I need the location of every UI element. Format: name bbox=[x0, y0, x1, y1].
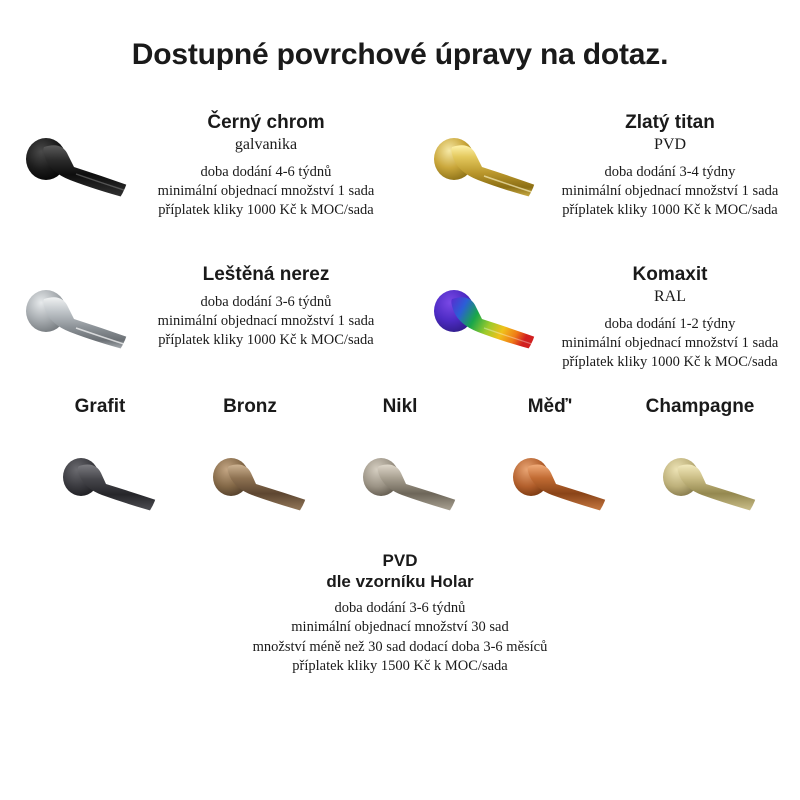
finish-detail-line: minimální objednací množství 1 sada bbox=[561, 182, 779, 199]
door-handle-icon bbox=[641, 420, 759, 538]
finish-text-black-chrome bbox=[130, 98, 400, 220]
finish-name: Černý chrom bbox=[207, 112, 325, 133]
handle-swatch-med bbox=[491, 420, 609, 538]
page-title: Dostupné povrchové úpravy na dotaz. bbox=[131, 38, 669, 71]
finish-detail-line: minimální objednací množství 1 sada bbox=[157, 182, 375, 199]
door-handle-icon bbox=[0, 250, 130, 380]
pvd-footer bbox=[0, 550, 800, 677]
finish-item-gold-titanium bbox=[400, 98, 800, 228]
pvd-footer-title: PVD bbox=[382, 551, 418, 570]
pvd-item-bronz bbox=[178, 396, 322, 538]
handle-swatch-bronz bbox=[191, 420, 309, 538]
finish-detail-line: minimální objednací množství 1 sada bbox=[561, 334, 779, 351]
door-handle-icon bbox=[408, 250, 538, 380]
finish-detail-line: minimální objednací množství 1 sada bbox=[157, 312, 375, 329]
pvd-footer-details bbox=[0, 599, 800, 677]
pvd-label: Bronz bbox=[223, 396, 277, 417]
door-handle-icon bbox=[341, 420, 459, 538]
pvd-label: Champagne bbox=[645, 396, 755, 417]
finish-sub: RAL bbox=[654, 287, 686, 305]
finish-grid bbox=[0, 98, 800, 380]
finish-text-polished-stainless bbox=[130, 250, 400, 350]
door-handle-icon bbox=[491, 420, 609, 538]
finish-detail-line: doba dodání 4-6 týdnů bbox=[200, 163, 332, 180]
pvd-label: Měď' bbox=[527, 396, 573, 417]
pvd-footer-line: příplatek kliky 1500 Kč k MOC/sada bbox=[292, 658, 508, 675]
pvd-footer-line: doba dodání 3-6 týdnů bbox=[334, 599, 466, 616]
finish-detail-line: příplatek kliky 1000 Kč k MOC/sada bbox=[562, 353, 778, 370]
finish-detail-line: doba dodání 3-4 týdny bbox=[604, 163, 736, 180]
pvd-item-nikl bbox=[328, 396, 472, 538]
handle-swatch-komaxit bbox=[408, 250, 538, 380]
handle-swatch-grafit bbox=[41, 420, 159, 538]
finish-name: Komaxit bbox=[632, 264, 708, 285]
handle-swatch-nikl bbox=[341, 420, 459, 538]
finish-detail-line: příplatek kliky 1000 Kč k MOC/sada bbox=[158, 201, 374, 218]
pvd-section bbox=[0, 396, 800, 677]
pvd-footer-line: minimální objednací množství 30 sad bbox=[291, 619, 509, 636]
finish-text-komaxit bbox=[538, 250, 800, 372]
handle-swatch-gold-titanium bbox=[408, 98, 538, 228]
finish-item-komaxit bbox=[400, 250, 800, 380]
finish-text-gold-titanium bbox=[538, 98, 800, 220]
door-handle-icon bbox=[191, 420, 309, 538]
finish-detail-line: doba dodání 3-6 týdnů bbox=[200, 293, 332, 310]
door-handle-icon bbox=[0, 98, 130, 228]
pvd-footer-subtitle: dle vzorníku Holar bbox=[326, 572, 474, 592]
finish-item-polished-stainless bbox=[0, 250, 400, 380]
finish-details bbox=[540, 315, 800, 372]
finish-details bbox=[132, 293, 400, 350]
finish-name: Leštěná nerez bbox=[202, 264, 330, 285]
pvd-label: Nikl bbox=[382, 396, 418, 417]
handle-swatch-polished-stainless bbox=[0, 250, 130, 380]
pvd-swatch-row bbox=[0, 396, 800, 538]
pvd-footer-line: množství méně než 30 sad dodací doba 3-6 měsíců bbox=[252, 638, 548, 655]
handle-swatch-black-chrome bbox=[0, 98, 130, 228]
finish-details bbox=[132, 163, 400, 220]
pvd-item-grafit bbox=[28, 396, 172, 538]
pvd-label: Grafit bbox=[74, 396, 126, 417]
finish-detail-line: příplatek kliky 1000 Kč k MOC/sada bbox=[158, 332, 374, 349]
finish-name: Zlatý titan bbox=[625, 112, 715, 133]
finish-sub: PVD bbox=[653, 135, 686, 153]
finish-sub: galvanika bbox=[234, 135, 298, 153]
finish-item-black-chrome bbox=[0, 98, 400, 228]
finish-details bbox=[540, 163, 800, 220]
finish-detail-line: doba dodání 1-2 týdny bbox=[604, 315, 736, 332]
door-handle-icon bbox=[41, 420, 159, 538]
pvd-item-med bbox=[478, 396, 622, 538]
finish-detail-line: příplatek kliky 1000 Kč k MOC/sada bbox=[562, 201, 778, 218]
door-handle-icon bbox=[408, 98, 538, 228]
handle-swatch-champagne bbox=[641, 420, 759, 538]
pvd-item-champagne bbox=[628, 396, 772, 538]
